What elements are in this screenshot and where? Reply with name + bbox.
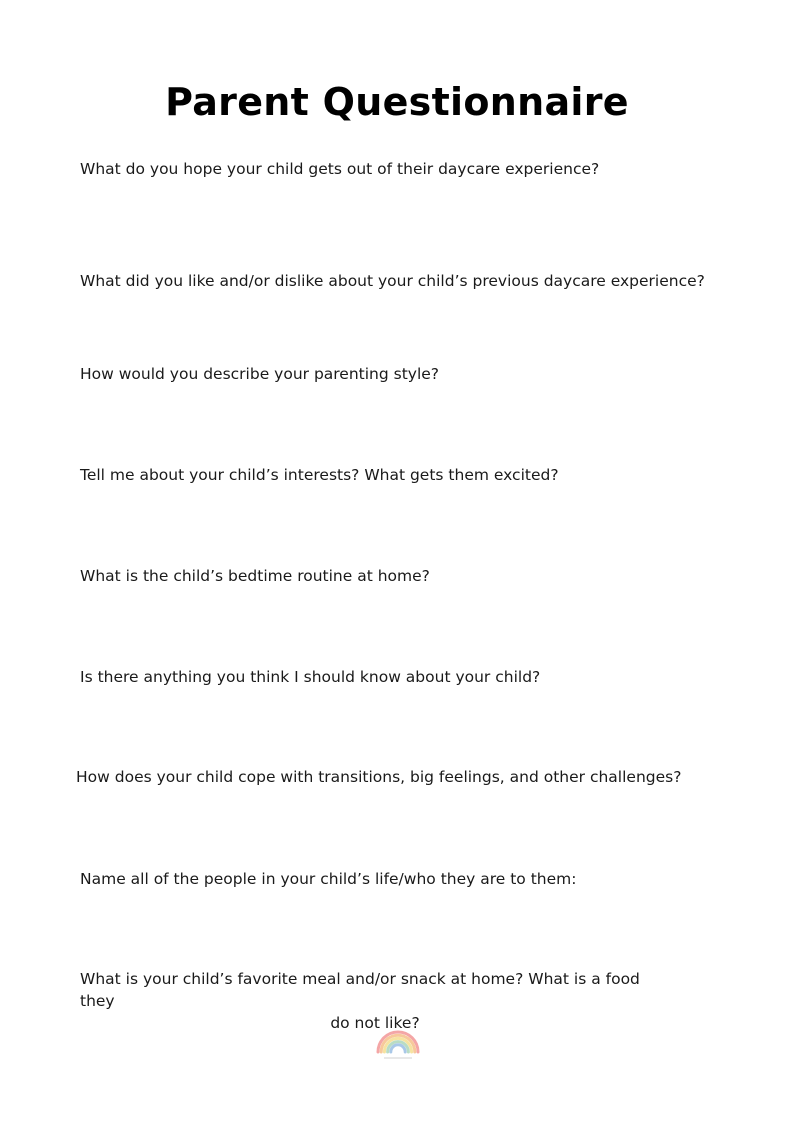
- question-6: Is there anything you think I should know about your child?: [80, 668, 541, 686]
- rainbow-icon: [374, 1022, 422, 1066]
- question-5: What is the child’s bedtime routine at home?: [80, 567, 430, 585]
- question-4: Tell me about your child’s interests? What gets them excited?: [80, 466, 559, 484]
- question-1: What do you hope your child gets out of their daycare experience?: [80, 160, 600, 178]
- question-3: How would you describe your parenting style?: [80, 365, 440, 383]
- logo-caption-mark: [384, 1057, 412, 1059]
- question-9-line-1: What is your child’s favorite meal and/or snack at home? What is a food they: [80, 970, 640, 1010]
- question-8: Name all of the people in your child’s life/who they are to them:: [80, 870, 577, 888]
- rainbow-arc: [391, 1045, 405, 1052]
- question-9-line-2: do not like?: [330, 1014, 420, 1032]
- question-7: How does your child cope with transitions, big feelings, and other challenges?: [76, 768, 682, 786]
- question-2: What did you like and/or dislike about your child’s previous daycare experience?: [80, 272, 705, 290]
- page-title: Parent Questionnaire: [165, 80, 629, 124]
